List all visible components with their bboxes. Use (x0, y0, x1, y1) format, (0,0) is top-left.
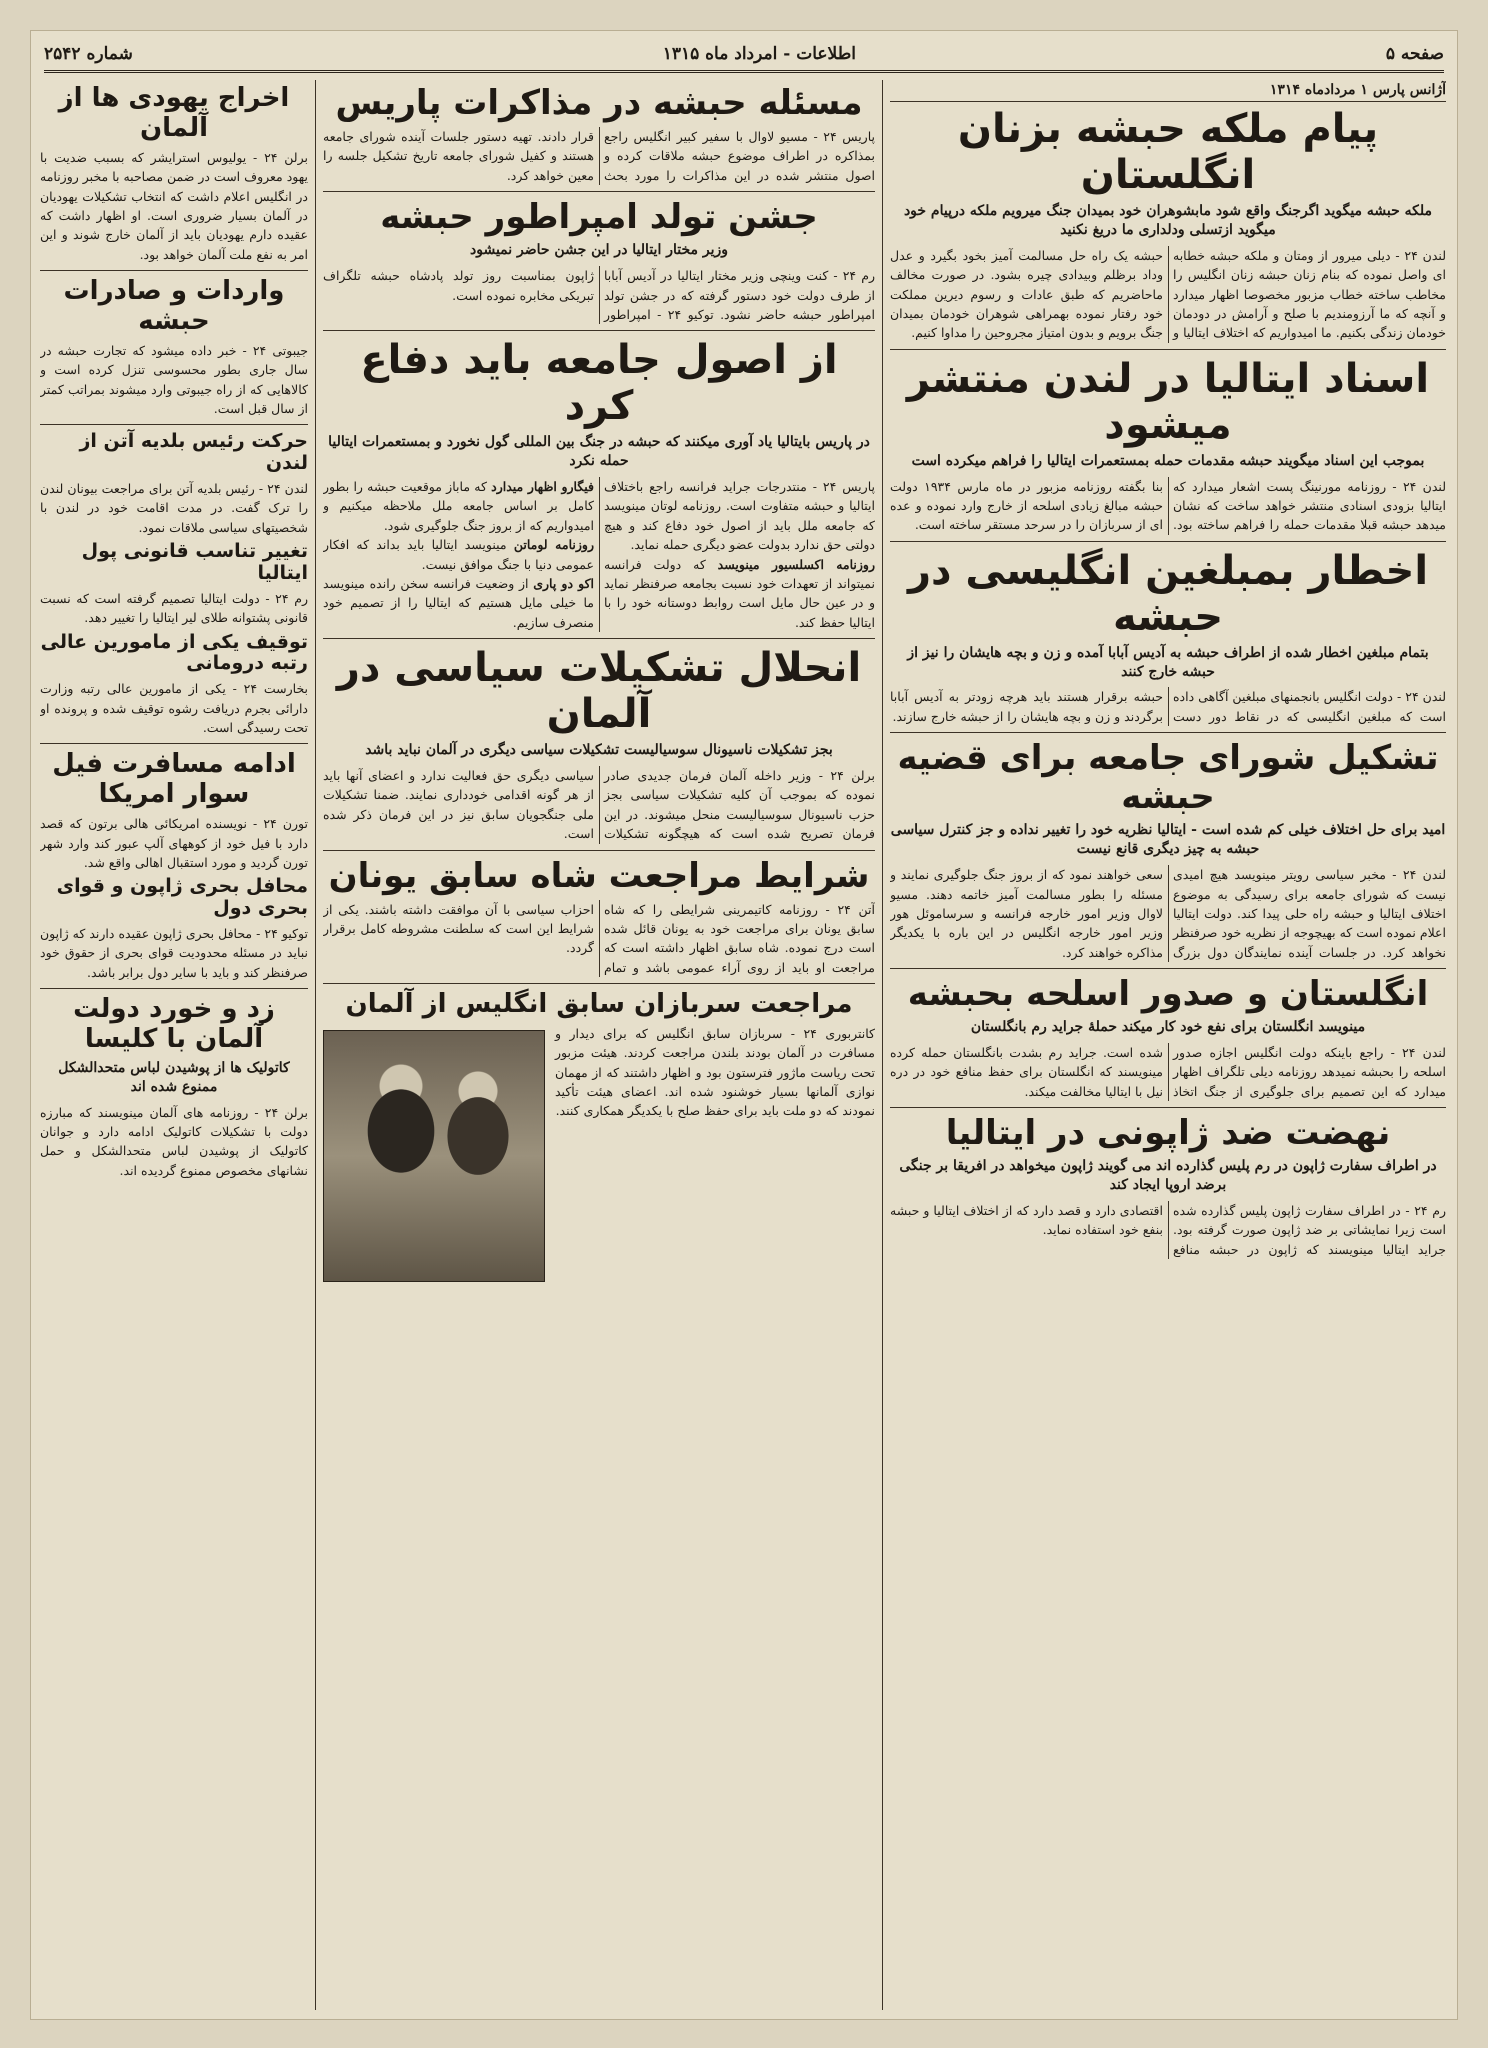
article-body (323, 477, 875, 632)
column-middle (323, 80, 875, 2010)
article-body: رم ۲۴ - کنت وینچی وزیر مختار ایتالیا در آدیس آبابا از طرف دولت خود دستور گرفته که در جشن تولد امپراطور حبشه حاضر نشود. توکیو ۲۴ - امپراطور ژاپون بمناسبت روز تولد پادشاه حبشه تلگراف تبریکی مخابره نموده است. (323, 268, 875, 322)
article-subhead: بتمام مبلغین اخطار شده از اطراف حبشه به آدیس آبابا آمده و زن و بچه هایشان را نیز از حبشه خارج کنند (907, 644, 1429, 680)
article-headline: پیام ملکه حبشه بزنان انگلستان (957, 106, 1379, 198)
article-headline: نهضت ضد ژاپونی در ایتالیا (945, 1113, 1391, 1154)
article-headline: انگلستان و صدور اسلحه بحبشه (907, 974, 1429, 1015)
article-headline: اسناد ایتالیا در لندن منتشر میشود (906, 355, 1430, 448)
column-right (890, 80, 1446, 2010)
page-number: صفحه ۵ (1385, 44, 1444, 64)
article-headline: زد و خورد دولت آلمان با کلیسا (73, 994, 275, 1054)
news-photo (323, 1030, 545, 1282)
article-headline: اخراج یهودی ها از آلمان (58, 83, 290, 143)
article-headline: واردات و صادرات حبشه (63, 276, 285, 336)
article-subhead: امید برای حل اختلاف خیلی کم شده است - ایتالیا نظریه خود را تغییر نداده و جز کنترل سیاسی حبشه به چیز دیگری قانع نیست (890, 822, 1446, 858)
article-subhead: وزیر مختار ایتالیا در این جشن حاضر نمیشود (469, 242, 729, 259)
column-rule (315, 80, 316, 2010)
article-body: کانتربوری ۲۴ - سربازان سابق انگلیس که برای دیدار و مسافرت در آلمان بودند بلندن مراجعت کردند. هیئت مزبور تحت ریاست ماژور فترستون بود و اظهار داشتند که از مهمان نوازی آلمانها بسیار خوشنود شده اند. اعضای هیئت تأکید نمودند که دو ملت باید برای حفظ صلح با یکدیگر همکاری کنند. (555, 1025, 875, 1119)
article-subhead: در پاریس بایتالیا یاد آوری میکنند که حبشه در جنگ بین المللی گول نخورد و بمستعمرات ایتالیا حمله نکرد (328, 434, 870, 470)
article-headline: مسئله حبشه در مذاکرات پاریس (335, 83, 863, 123)
dateline: آژانس پارس ۱ مردادماه ۱۳۱۴ (890, 82, 1446, 102)
masthead (44, 38, 1444, 73)
article-headline: حرکت رئیس بلدیه آتن از لندن (79, 430, 308, 475)
article-subhead: ملکه حبشه میگوید اگرجنگ واقع شود مابشوهران خود بمیدان جنگ میرویم ملکه درپیام خود میگوید ازتسلی ودلداری ما دریغ نکنید (903, 203, 1433, 238)
section-title: اکو دو پاری (533, 575, 595, 591)
article-headline: اخطار بمبلغین انگلیسی در حبشه (907, 547, 1429, 640)
article-text: مینویسد ایتالیا باید بداند که افکار عمومی دنیا با جنگ موافق نیست. (323, 537, 594, 572)
section-title: فیگارو اظهار میدارد (491, 479, 594, 495)
article-headline: ادامه مسافرت فیل سوار امریکا (52, 749, 296, 810)
article-body: توکیو ۲۴ - محافل بحری ژاپون عقیده دارند که ژاپون نباید در مسئله محدودیت قوای بحری از حقوق خود صرفنظر کند و باید با سایر دول برابر باشد. (40, 925, 308, 980)
article-headline: شرایط مراجعت شاه سابق یونان (328, 855, 870, 896)
article-body: لندن ۲۴ - دیلی میرور از ومتان و ملکه حبشه خطابه ای واصل نموده که بنام زنان حبشه زنان انگلیس را مخاطب ساخته خطاب مزبور مخصوصا اظهار میدارد و آنچه که ما آرزومندیم با صلح و آرامش در دودمان خودمان زندگی بکنیم. ما امیدواریم که اختلاف ایتالیا و حبشه یک راه حل مسالمت آمیز بخود بگیرد و عدل وداد برظلم وبیدادی چیره بشود. در صورت مخالف ماحاضریم که طبق عادات و رسوم دیرین مملکت خود رفتار نموده بهمراهی شوهران خودمان بمیدان جنگ برویم و بدون امتیاز مجروحین را مداوا کنیم. (890, 247, 1446, 341)
article-subhead: بجز تشکیلات ناسیونال سوسیالیست تشکیلات سیاسی دیگری در آلمان نباید باشد (365, 742, 833, 759)
article-subhead: کاتولیک ها از پوشیدن لباس متحدالشکل ممنوع شده اند (58, 1059, 290, 1095)
column-rule (882, 80, 883, 2010)
article-text: پاریس ۲۴ - منتدرجات جراید فرانسه راجع باختلاف ایتالیا و حبشه متفاوت است. روزنامه لوتان مینویسد که جامعه ملل باید از اصول خود دفاع کند و هیچ دولتی حق ندارد بدولت عضو دیگری حمله نماید. (604, 479, 875, 553)
article-headline: محافل بحری ژاپون و قوای بحری دول (56, 875, 308, 920)
article-headline: از اصول جامعه باید دفاع کرد (360, 337, 838, 430)
article-body: تورن ۲۴ - نویسنده امریکائی هالی برتون که قصد دارد با فیل خود از کوههای آلپ عبور کند وارد شهر تورن گردید و مورد استقبال اهالی واقع شد. (40, 816, 308, 870)
article-body: لندن ۲۴ - مخبر سیاسی رویتر مینویسد هیچ امیدی نیست که شورای جامعه برای رسیدگی به موضوع اختلاف ایتالیا و حبشه راه حلی پیدا کند. دولت ایتالیا اعلام نموده است که بهیچوجه از نظریه خود صرفنظر نخواهد کرد. در جلسات آینده نمایندگان دول بزرگ سعی خواهند نمود که از بروز جنگ جلوگیری نمایند و مسئله را بطور مسالمت آمیز خاتمه دهند. مسیو لاوال وزیر امور خارجه فرانسه و سرساموئل هور وزیر امور خارجه انگلیس در این باره با یکدیگر مذاکره خواهند کرد. (890, 867, 1446, 960)
article-subhead: در اطراف سفارت ژاپون در رم پلیس گذارده اند می گویند ژاپون میخواهد در افریقا بر جنگی برضد اروپا ایجاد کند (899, 1158, 1437, 1194)
article-subhead: مینویسد انگلستان برای نفع خود کار میکند حملهٔ جراید رم بانگلستان (970, 1019, 1366, 1036)
article-text: از وضعیت فرانسه سخن رانده مینویسد ما خیلی مایل هستیم که ایتالیا را از تصمیم خود منصرف سازیم. (323, 575, 594, 630)
issue-number: شماره ۲۵۴۲ (44, 44, 133, 64)
article-body: جیبوتی ۲۴ - خبر داده میشود که تجارت حبشه در سال جاری بطور محسوسی تنزل کرده است و کالاهایی که از راه جیبوتی وارد میشوند بمراتب کمتر از سال قبل است. (40, 342, 308, 416)
paper-title: اطلاعات - امرداد ماه ۱۳۱۵ (662, 44, 856, 64)
column-left (40, 80, 308, 2010)
article-body: بخارست ۲۴ - یکی از مامورین عالی رتبه وزارت دارائی بجرم دریافت رشوه توقیف شده و پرونده او تحت رسیدگی است. (40, 681, 308, 735)
article-text: که دولت فرانسه نمیتواند از تعهدات خود نسبت بجامعه صرفنظر نماید و در عین حال مایل است روابط دوستانه خود را با ایتالیا حفظ کند. (604, 556, 875, 630)
article-subhead: بموجب این اسناد میگویند حبشه مقدمات حمله بمستعمرات ایتالیا را فراهم میکرده است (911, 452, 1425, 469)
article-headline: تشکیل شورای جامعه برای قضیه حبشه (897, 738, 1439, 818)
article-body: لندن ۲۴ - رئیس بلدیه آتن برای مراجعت بیونان لندن را ترک گفت. در مدت اقامت خود در لندن با شخصیتهای سیاسی ملاقات نمود. (40, 481, 308, 535)
photo-article (323, 1024, 875, 1288)
article-headline: توقیف یکی از مامورین عالی رتبه درومانی (40, 630, 308, 675)
article-body: لندن ۲۴ - راجع باینکه دولت انگلیس اجازه صدور اسلحه را بحبشه نمیدهد روزنامه دیلی تلگراف اظهار میدارد که این تصمیم برای جلوگیری از جنگ اتخاذ شده است. جراید رم بشدت بانگلستان حمله کرده مینویسند که انگلستان برای حفظ منافع خود در دره نیل با ایتالیا مخالفت میکند. (890, 1045, 1446, 1099)
article-body: رم ۲۴ - دولت ایتالیا تصمیم گرفته است که نسبت قانونی پشتوانه طلای لیر ایتالیا را تغییر دهد. (40, 590, 308, 626)
article-body: آتن ۲۴ - روزنامه کاتیمرینی شرایطی را که شاه سابق یونان برای مراجعت خود به یونان قائل شده است درج نموده. شاه سابق اظهار داشته است که مراجعت او باید از روی آراء عمومی باشد و تمام احزاب سیاسی با آن موافقت داشته باشند. یکی از شرایط این است که سلطنت مشروطه کامل برقرار گردد. (323, 901, 875, 975)
article-body: رم ۲۴ - در اطراف سفارت ژاپون پلیس گذارده شده است زیرا نمایشاتی بر ضد ژاپون صورت گرفته بود. جراید ایتالیا مینویسند که ژاپون در حبشه منافع اقتصادی دارد و قصد دارد که از اختلاف ایتالیا و حبشه بنفع خود استفاده نماید. (890, 1203, 1446, 1257)
article-body: برلن ۲۴ - روزنامه های آلمان مینویسند که مبارزه دولت با تشکیلات کاتولیک ادامه دارد و جوانان کاتولیک از پوشیدن لباس متحدالشکل و حمل نشانهای مخصوص ممنوع گردیده اند. (40, 1104, 308, 1178)
article-body: لندن ۲۴ - دولت انگلیس بانجمنهای مبلغین آگاهی داده است که مبلغین انگلیسی که در نقاط دور دست حبشه برقرار هستند باید هرچه زودتر به آدیس آبابا برگردند و زن و بچه هایشان را از حبشه خارج سازند. (890, 689, 1446, 724)
article-headline: تغییر تناسب قانونی پول ایتالیا (81, 540, 308, 584)
article-headline: جشن تولد امپراطور حبشه (380, 197, 818, 238)
article-headline: انحلال تشکیلات سیاسی در آلمان (336, 645, 862, 738)
article-text: که ماباز موقعیت حبشه را بطور کامل بر اساس جامعه ملل ملاحظه میکنیم و امیدواریم که از بروز جنگ جلوگیری شود. (323, 479, 594, 533)
article-body: برلن ۲۴ - وزیر داخله آلمان فرمان جدیدی صادر نموده که بموجب آن کلیه تشکیلات سیاسی بجز حزب ناسیونال سوسیالیست منحل میشوند. در این فرمان تصریح شده است که هیچگونه تشکیلات سیاسی دیگری حق فعالیت ندارد و اعضای آنها باید از هر گونه اقدامی خودداری نمایند. ضمنا تشکیلات ملی جنگجویان سابق نیز در این فرمان ذکر شده است. (323, 768, 875, 842)
article-headline: مراجعت سربازان سابق انگلیس از آلمان (345, 989, 853, 1020)
article-body: پاریس ۲۴ - مسیو لاوال با سفیر کبیر انگلیس راجع بمذاکره در اطراف موضوع حبشه ملاقات کرده و اصول منتشر شده در این مذاکرات را مورد بحث قرار دادند. تهیه دستور جلسات آینده شورای جامعه هستند و کفیل شورای جامعه تاریخ تشکیل جلسه را معین خواهد کرد. (323, 129, 875, 183)
section-title: روزنامه اکسلسیور مینویسد (717, 556, 875, 572)
section-title: روزنامه لوماتن (513, 537, 594, 553)
newspaper-page (30, 30, 1458, 2020)
article-body: لندن ۲۴ - روزنامه مورنینگ پست اشعار میدارد که ایتالیا بزودی اسنادی منتشر خواهد ساخت که نشان میدهد حبشه قبلا مقدمات حمله را فراهم ساخته بود. بنا بگفته روزنامه مزبور در ماه مارس ۱۹۳۴ دولت حبشه مبالغ زیادی اسلحه از خارج وارد نموده و عده ای از سربازان را در سرحد مستقر ساخته است. (890, 478, 1446, 533)
article-body: برلن ۲۴ - یولیوس استرایشر که بسبب ضدیت با یهود معروف است در ضمن مصاحبه با مخبر روزنامه در انگلیس اعلام داشت که انتخاب تشکیلات یهودیان در آلمان بسیار ضروری است. او اظهار داشت که عقیده دارم یهودیان باید از آلمان خارج شوند و این امر به نفع ملت آلمان خواهد بود. (40, 149, 308, 262)
